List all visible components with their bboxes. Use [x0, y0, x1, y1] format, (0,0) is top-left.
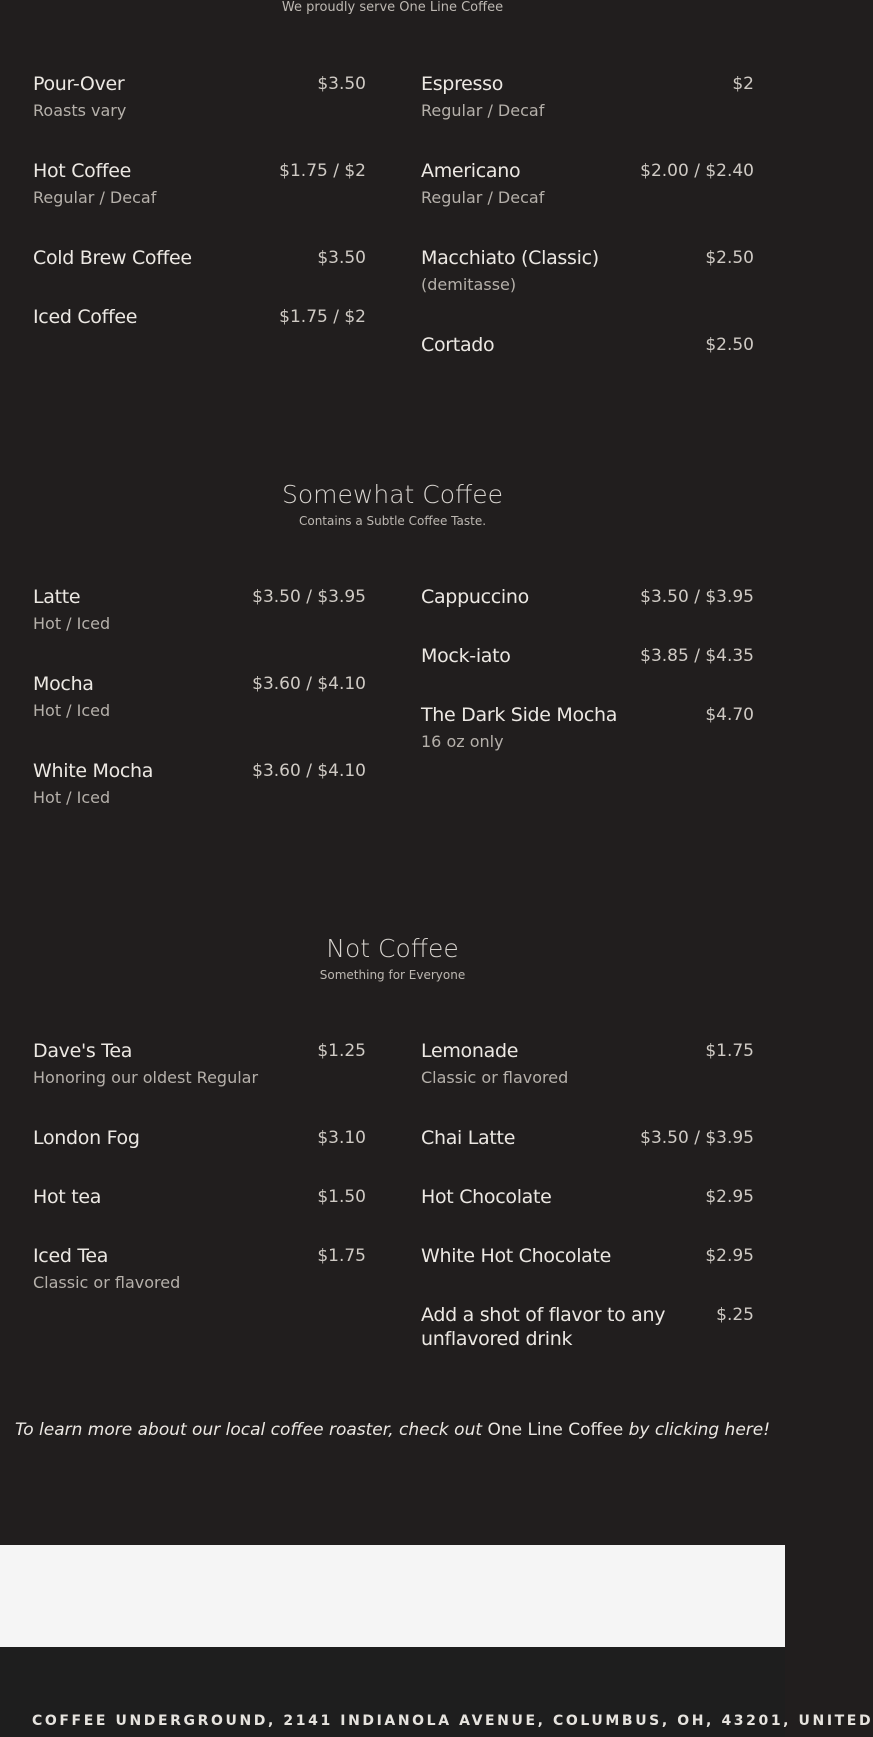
item-desc: Regular / Decaf: [421, 101, 545, 120]
item-name: Pour-Over: [33, 73, 125, 95]
item-name: Cold Brew Coffee: [33, 247, 192, 269]
menu-item: [33, 246, 366, 270]
item-desc: Hot / Iced: [33, 614, 111, 633]
roaster-note-prefix: To learn more about our local coffee roaster, check out: [14, 1420, 483, 1440]
item-price: $4.70: [705, 705, 754, 725]
section-title: Not Coffee: [326, 934, 459, 963]
item-name: Chai Latte: [421, 1127, 516, 1149]
item-price: $1.75: [705, 1041, 754, 1061]
item-desc: Honoring our oldest Regular: [33, 1068, 259, 1087]
item-name: Cappuccino: [421, 586, 529, 608]
item-desc: Roasts vary: [33, 101, 127, 120]
menu-item: [33, 1039, 366, 1089]
item-price: $1.75: [317, 1246, 366, 1266]
item-name: Hot tea: [33, 1186, 102, 1208]
item-price: $3.60 / $4.10: [252, 761, 366, 781]
item-price: $3.85 / $4.35: [640, 646, 754, 666]
roaster-brand: One Line Coffee: [487, 1420, 624, 1440]
item-desc: Classic or flavored: [33, 1273, 181, 1292]
menu-item: [33, 305, 366, 329]
item-desc: Regular / Decaf: [33, 188, 157, 207]
menu-item: [33, 672, 366, 722]
item-desc: Hot / Iced: [33, 701, 111, 720]
item-desc: Regular / Decaf: [421, 188, 545, 207]
roaster-note-middle: by: [628, 1420, 650, 1440]
item-name: Mock-iato: [421, 645, 511, 667]
menu-item: [421, 1039, 754, 1089]
item-price: $3.10: [317, 1128, 366, 1148]
item-name: Hot Coffee: [33, 160, 132, 182]
item-name: Latte: [33, 586, 81, 608]
item-name: Lemonade: [421, 1040, 519, 1062]
menu-item: [421, 703, 754, 753]
menu-item: [33, 759, 366, 809]
item-name: Add a shot of flavor to any unflavored drink: [421, 1304, 666, 1350]
item-name: Dave's Tea: [33, 1040, 133, 1062]
tagline: We proudly serve One Line Coffee: [281, 0, 504, 15]
roaster-link[interactable]: clicking here!: [654, 1420, 771, 1440]
item-desc: 16 oz only: [421, 732, 504, 751]
menu-item: [421, 585, 754, 609]
item-name: Macchiato (Classic): [421, 247, 599, 269]
menu-item: [421, 1244, 754, 1268]
item-price: $3.50 / $3.95: [640, 587, 754, 607]
item-price: $2.00 / $2.40: [640, 161, 754, 181]
section-subtitle: Something for Everyone: [319, 968, 466, 982]
menu-item: [421, 246, 754, 296]
item-price: $1.75 / $2: [279, 161, 366, 181]
item-name: Mocha: [33, 673, 94, 695]
menu-item: [33, 585, 366, 635]
item-price: $2.95: [705, 1246, 754, 1266]
item-name: White Mocha: [33, 760, 154, 782]
menu-item: [33, 1244, 366, 1294]
item-price: $3.60 / $4.10: [252, 674, 366, 694]
item-name: Cortado: [421, 334, 495, 356]
item-name: Iced Coffee: [33, 306, 138, 328]
item-price: $1.75 / $2: [279, 307, 366, 327]
item-desc: (demitasse): [421, 275, 517, 294]
section-title: Somewhat Coffee: [282, 480, 503, 509]
menu-item: [421, 1126, 754, 1150]
item-price: $2.95: [705, 1187, 754, 1207]
menu-item: [421, 1185, 754, 1209]
item-price: $3.50: [317, 248, 366, 268]
menu-item: [421, 333, 754, 357]
item-name: Hot Chocolate: [421, 1186, 552, 1208]
item-desc: Classic or flavored: [421, 1068, 569, 1087]
menu-item: [33, 72, 366, 122]
item-price: $2.50: [705, 335, 754, 355]
item-price: $.25: [716, 1305, 754, 1325]
roaster-note: [0, 1420, 785, 1440]
footer: [0, 1647, 873, 1737]
light-band: [0, 1545, 785, 1647]
item-name: Espresso: [421, 73, 504, 95]
menu-item: [421, 1303, 754, 1351]
item-name: The Dark Side Mocha: [421, 704, 618, 726]
item-price: $3.50 / $3.95: [640, 1128, 754, 1148]
menu-item: [421, 159, 754, 209]
item-name: Iced Tea: [33, 1245, 109, 1267]
item-price: $3.50: [317, 74, 366, 94]
item-name: White Hot Chocolate: [421, 1245, 612, 1267]
menu-item: [421, 644, 754, 668]
item-price: $2.50: [705, 248, 754, 268]
menu-item: [33, 1185, 366, 1209]
item-price: $1.25: [317, 1041, 366, 1061]
item-name: Americano: [421, 160, 521, 182]
section-subtitle: Contains a Subtle Coffee Taste.: [298, 514, 487, 528]
menu-item: [33, 1126, 366, 1150]
item-desc: Hot / Iced: [33, 788, 111, 807]
item-price: $3.50 / $3.95: [252, 587, 366, 607]
menu-item: [33, 159, 366, 209]
item-name: London Fog: [33, 1127, 140, 1149]
footer-address: COFFEE UNDERGROUND, 2141 INDIANOLA AVENUE, COLUMBUS, OH, 43201, UNITED: [32, 1713, 873, 1729]
menu-item: [421, 72, 754, 122]
item-price: $1.50: [317, 1187, 366, 1207]
item-price: $2: [732, 74, 754, 94]
